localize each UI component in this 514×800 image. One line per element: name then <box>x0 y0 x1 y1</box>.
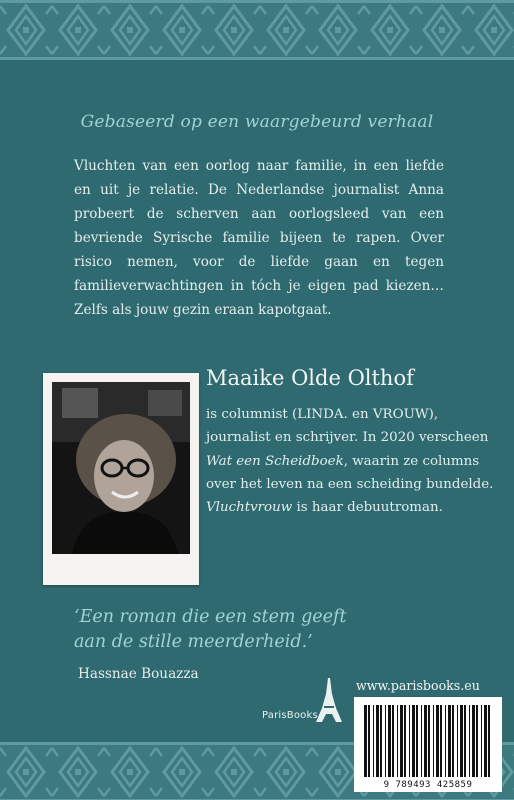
barcode-bar <box>472 705 475 777</box>
barcode-bar <box>380 705 382 777</box>
barcode-bar <box>484 705 487 777</box>
barcode-bar <box>452 705 454 777</box>
barcode-bar <box>421 705 422 777</box>
barcode-bar <box>440 705 442 777</box>
author-polaroid <box>43 373 199 585</box>
top-pattern-band <box>0 0 514 60</box>
book-title-scheidboek: Wat een Scheidboek <box>206 453 344 469</box>
barcode-bar <box>460 705 463 777</box>
publisher-website: www.parisbooks.eu <box>356 678 480 693</box>
barcode-bar <box>416 705 418 777</box>
barcode-bar <box>424 705 427 777</box>
author-bio-part-3: is haar debuutroman. <box>292 500 443 516</box>
author-bio <box>206 403 496 519</box>
author-photo <box>52 382 190 554</box>
barcode-bar <box>488 705 490 777</box>
top-pattern <box>0 0 514 60</box>
barcode-bar <box>368 705 370 777</box>
back-cover-blurb: Vluchten van een oorlog naar familie, in een liefde en uit je relatie. De Nederlandse journalist Anna probeert de scherven aan oorlogsleed van een bevriende Syrische familie bijeen te rapen. Over risico nemen, voor de liefde gaan en tegen familieverwachtingen in tóch je eigen pad kiezen… Zelfs als jouw gezin eraan kapotgaat. <box>74 158 444 318</box>
author-bio-part-1: is columnist (LINDA. en VROUW), journalist en schrijver. In 2020 verscheen <box>206 407 489 446</box>
barcode-bar <box>464 705 466 777</box>
barcode-bar <box>392 705 394 777</box>
barcode-bar <box>364 705 367 777</box>
barcode-bar <box>448 705 451 777</box>
barcode-bars <box>354 697 502 779</box>
book-title-vluchtvrouw: Vluchtvrouw <box>206 500 293 516</box>
barcode-bar <box>397 705 398 777</box>
barcode-bar <box>409 705 410 777</box>
publisher-logo-text: ParisBooks <box>262 710 318 721</box>
isbn-barcode <box>354 697 502 792</box>
author-portrait <box>52 382 190 554</box>
author-bio-part-2: , waarin ze columns over het leven na een scheiding bundelde. <box>206 453 494 492</box>
barcode-bar <box>433 705 434 777</box>
barcode-bar <box>388 705 391 777</box>
barcode-bar <box>436 705 439 777</box>
author-name: Maaike Olde Olthof <box>206 366 414 390</box>
barcode-bar <box>476 705 478 777</box>
barcode-bar <box>445 705 446 777</box>
barcode-bar <box>457 705 458 777</box>
isbn-digits: 9 789493 425859 <box>383 780 473 790</box>
barcode-bar <box>412 705 415 777</box>
barcode-bar <box>373 705 374 777</box>
barcode-bar <box>400 705 403 777</box>
barcode-bar <box>469 705 470 777</box>
barcode-bar <box>481 705 482 777</box>
tagline: Gebaseerd op een waargebeurd verhaal <box>80 112 434 132</box>
barcode-bar <box>428 705 430 777</box>
barcode-bar <box>376 705 379 777</box>
barcode-bar <box>385 705 386 777</box>
quote-author: Hassnae Bouazza <box>78 666 199 682</box>
review-quote: ‘Een roman die een stem geeft aan de stille meerderheid.’ <box>74 607 347 652</box>
barcode-bar <box>404 705 406 777</box>
